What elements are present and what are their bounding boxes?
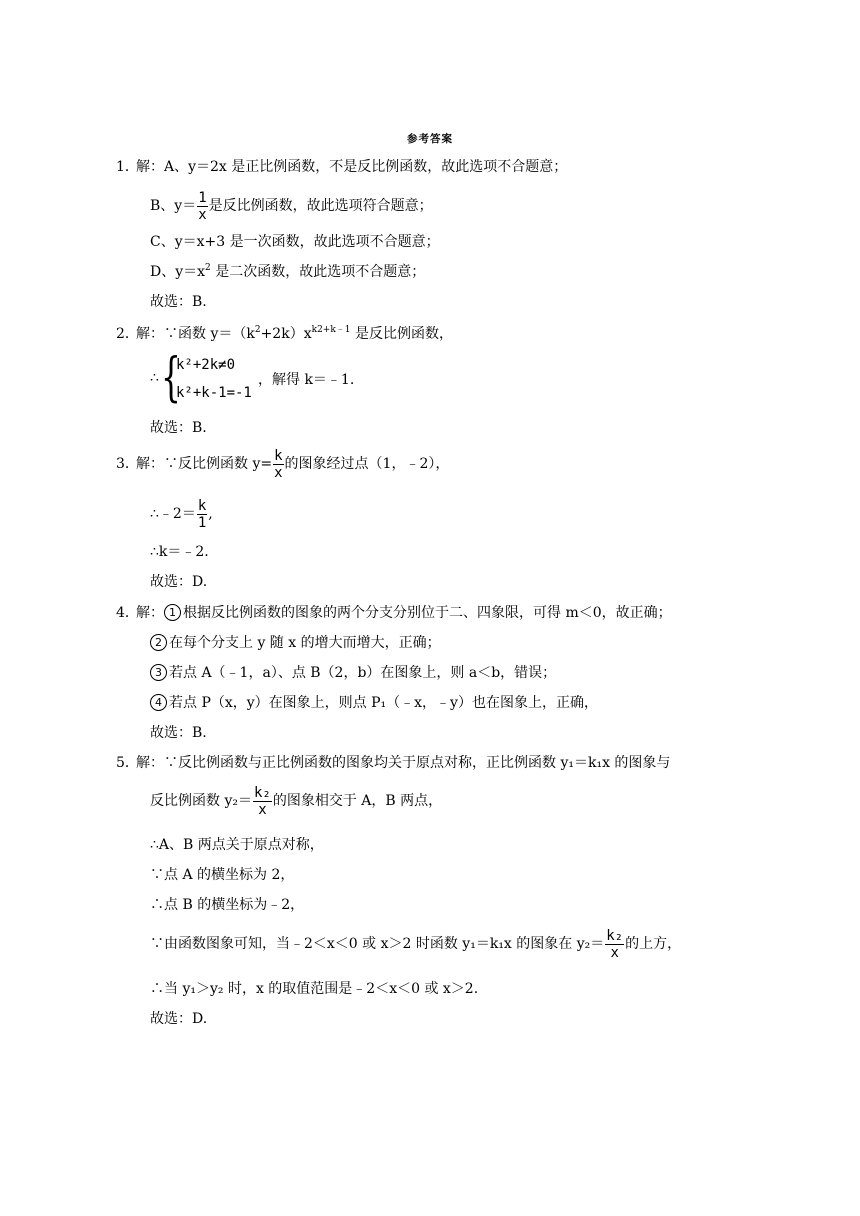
answer-number: 5． — [116, 755, 139, 771]
answer-text: ，解得 k＝﹣1. — [258, 372, 355, 388]
answer-text — [150, 496, 213, 532]
fraction-denominator: 1 — [197, 514, 207, 531]
text-segment: D、y＝x — [150, 264, 206, 280]
text-segment: 在每个分支上 y 随 x 的增大而增大，正确； — [169, 635, 441, 651]
answer-text: ∴点 B 的横坐标为﹣2， — [150, 897, 305, 913]
answer-number: 3． — [116, 456, 139, 472]
answer-text: ∴当 y₁＞y₂ 时，x 的取值范围是﹣2＜x＜0 或 x＞2. — [150, 981, 479, 997]
answer-choice: 故选：D. — [150, 1011, 208, 1027]
fraction-denominator: x — [198, 206, 207, 223]
fraction-numerator: 1 — [198, 189, 207, 206]
superscript: 2 — [254, 325, 261, 335]
fraction-denominator: x — [253, 801, 272, 818]
text-segment: 若点 A（﹣1，a）、点 B（2，b）在图象上，则 a＜b，错误； — [169, 665, 557, 681]
text-segment: 根据反比例函数的图象的两个分支分别位于二、四象限，可得 m＜0，故正确； — [183, 605, 672, 621]
text-segment: 是反比例函数，故此选项符合题意； — [208, 198, 433, 214]
circled-number: 2 — [150, 634, 167, 651]
text-segment: 的图象相交于 A，B 两点， — [272, 793, 443, 809]
answer-text — [150, 693, 598, 713]
fraction — [253, 785, 272, 818]
text-segment: 是二次函数，故此选项不合题意； — [210, 264, 426, 280]
answer-choice: 故选：B. — [150, 294, 207, 310]
answer-text — [136, 324, 453, 344]
answer-choice: 故选：D. — [150, 574, 208, 590]
equation: k²+2k≠0 — [176, 357, 236, 373]
answer-text — [150, 262, 425, 282]
answer-text: ∴A、B 两点关于原点对称， — [150, 837, 324, 853]
answer-choice: 故选：B. — [150, 725, 207, 741]
answer-text — [150, 663, 556, 683]
answer-number: 1． — [116, 159, 139, 175]
answer-text — [136, 446, 449, 482]
fraction-numerator: k₂ — [606, 927, 624, 944]
text-segment: ∵由函数图象可知，当﹣2＜x＜0 或 x＞2 时函数 y₁＝k₁x 的图象在 y₂＝ — [150, 936, 605, 952]
fraction-numerator: k — [274, 447, 283, 464]
text-segment: 若点 P（x，y）在图象上，则点 P₁（﹣x，﹣y）也在图象上，正确， — [169, 695, 598, 711]
answer-number: 2． — [116, 326, 139, 342]
text-segment: 解：∵函数 y＝（k — [136, 326, 255, 342]
answer-text — [150, 188, 433, 224]
answer-text — [150, 633, 441, 653]
text-segment: 的上方， — [625, 936, 682, 952]
circled-number: 1 — [164, 604, 181, 621]
fraction-denominator: x — [605, 944, 624, 961]
answer-text — [136, 603, 672, 623]
answer-text: ∵点 A 的横坐标为 2， — [150, 867, 295, 883]
fraction-numerator: k₂ — [253, 784, 271, 801]
fraction — [197, 190, 207, 223]
fraction-numerator: k — [197, 497, 207, 514]
therefore-symbol: ∴ — [150, 370, 159, 386]
answer-text — [150, 926, 681, 962]
text-segment: 的图象经过点（1，﹣2）， — [284, 456, 450, 472]
equation: k²+k-1=-1 — [176, 385, 252, 401]
answer-text: 解：∵反比例函数与正比例函数的图象均关于原点对称，正比例函数 y₁＝k₁x 的图象与 — [136, 755, 671, 771]
text-segment: , — [208, 506, 213, 522]
answer-text: 解：A、y＝2x 是正比例函数，不是反比例函数，故此选项不合题意； — [136, 159, 568, 175]
fraction-denominator: x — [274, 464, 283, 481]
text-segment: B、y＝ — [150, 198, 197, 214]
text-segment: ∴﹣2＝ — [150, 506, 196, 522]
superscript: k2+k﹣1 — [311, 325, 351, 335]
text-segment: +2k）x — [260, 326, 312, 342]
page-title: 参考答案 — [407, 133, 453, 145]
fraction — [605, 928, 624, 961]
answer-number: 4． — [116, 605, 139, 621]
text-segment: 解：∵反比例函数 y= — [136, 456, 273, 472]
text-segment: 解： — [136, 605, 164, 621]
text-segment: 反比例函数 y₂＝ — [150, 793, 252, 809]
answer-text — [150, 783, 442, 819]
answer-choice: 故选：B. — [150, 420, 207, 436]
brace-icon: { — [161, 348, 181, 408]
text-segment: 是反比例函数， — [350, 326, 453, 342]
superscript: 2 — [205, 263, 211, 273]
circled-number: 3 — [150, 664, 167, 681]
answer-text: ∴k＝﹣2. — [150, 544, 209, 560]
circled-number: 4 — [150, 694, 167, 711]
fraction — [197, 498, 207, 531]
answer-text: C、y＝x+3 是一次函数，故此选项不合题意； — [150, 234, 440, 250]
fraction — [273, 448, 283, 481]
